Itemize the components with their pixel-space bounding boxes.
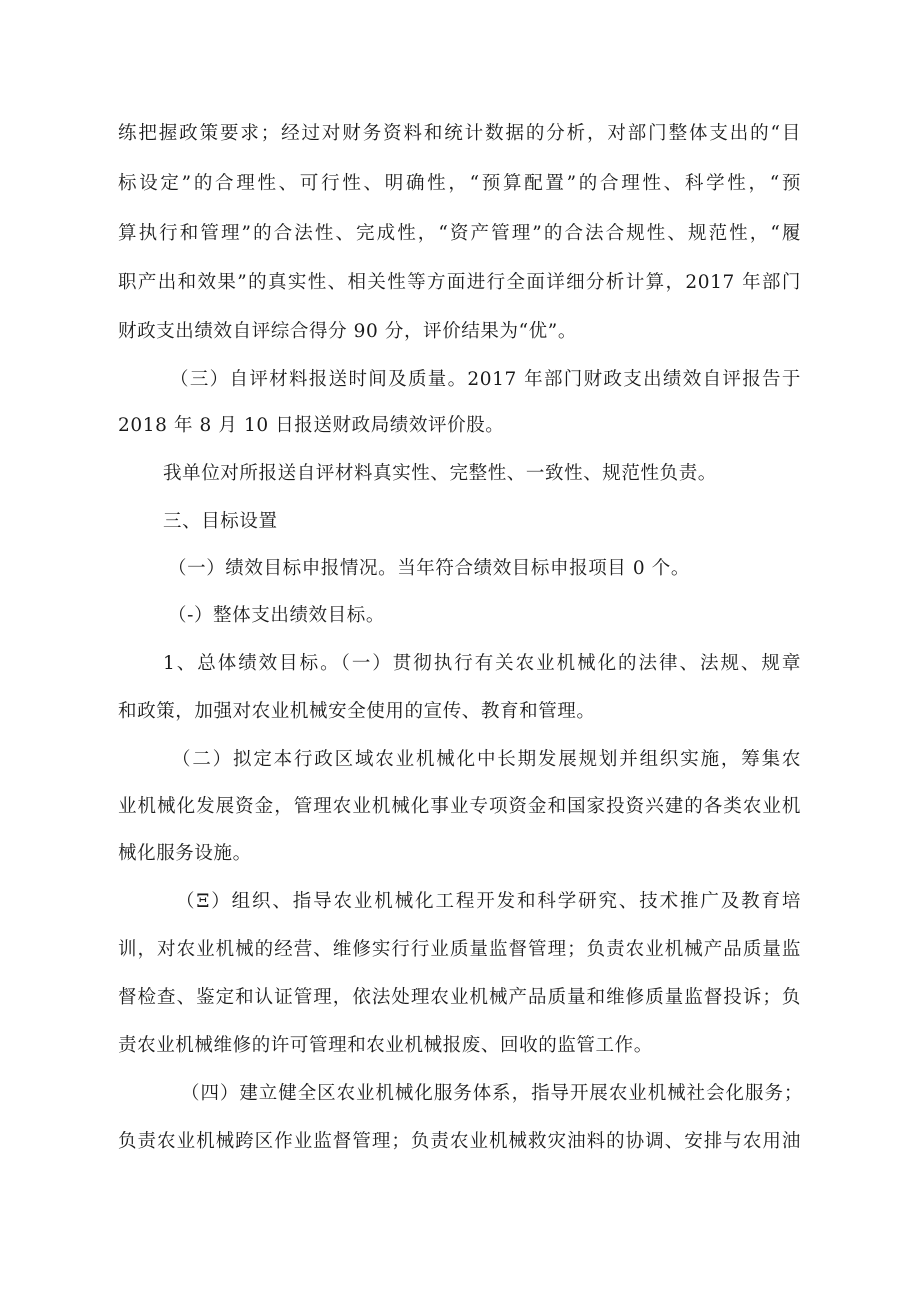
text-line: （-）整体支出绩效目标。 — [168, 605, 385, 626]
text-line: （一）绩效目标申报情况。当年符合绩效目标申报项目 0 个。 — [168, 558, 690, 579]
text-line: 责农业机械维修的许可管理和农业机械报废、回收的监管工作。 — [118, 1035, 653, 1056]
text-line: 练把握政策要求；经过对财务资料和统计数据的分析，对部门整体支出的“目 — [118, 123, 801, 144]
text-line: （二）拟定本行政区域农业机械化中长期发展规划并组织实施，筹集农 — [172, 749, 801, 770]
text-line: 负责农业机械跨区作业监督管理；负责农业机械救灾油料的协调、安排与农用油 — [118, 1131, 801, 1152]
text-line: （Ξ）组织、指导农业机械化工程开发和科学研究、技术推广及教育培 — [176, 891, 801, 912]
text-line: 职产出和效果”的真实性、相关性等方面进行全面详细分析计算，2017 年部门 — [118, 272, 801, 293]
text-line: 财政支出绩效自评综合得分 90 分，评价结果为“优”。 — [118, 321, 577, 342]
text-line: 标设定”的合理性、可行性、明确性，“预算配置”的合理性、科学性，“预 — [118, 173, 801, 194]
text-line: 和政策，加强对农业机械安全使用的宣传、教育和管理。 — [118, 701, 596, 722]
text-line: 1、总体绩效目标。（一）贯彻执行有关农业机械化的法律、法规、规章 — [163, 653, 801, 674]
text-line: （三）自评材料报送时间及质量。2017 年部门财政支出绩效自评报告于 — [170, 369, 801, 390]
text-line: 督检查、鉴定和认证管理，依法处理农业机械产品质量和维修质量监督投诉；负 — [118, 987, 801, 1008]
text-line: （四）建立健全区农业机械化服务体系，指导开展农业机械社会化服务； — [181, 1083, 803, 1104]
text-line: 2018 年 8 月 10 日报送财政局绩效评价股。 — [118, 415, 505, 436]
section-heading: 三、目标设置 — [163, 511, 278, 532]
text-line: 训，对农业机械的经营、维修实行行业质量监督管理；负责农业机械产品质量监 — [118, 939, 801, 960]
text-line: 械化服务设施。 — [118, 843, 252, 864]
text-line: 我单位对所报送自评材料真实性、完整性、一致性、规范性负责。 — [163, 463, 717, 484]
text-line: 算执行和管理”的合法性、完成性，“资产管理”的合法合规性、规范性，“履 — [118, 223, 801, 244]
text-line: 业机械化发展资金，管理农业机械化事业专项资金和国家投资兴建的各类农业机 — [118, 796, 801, 817]
